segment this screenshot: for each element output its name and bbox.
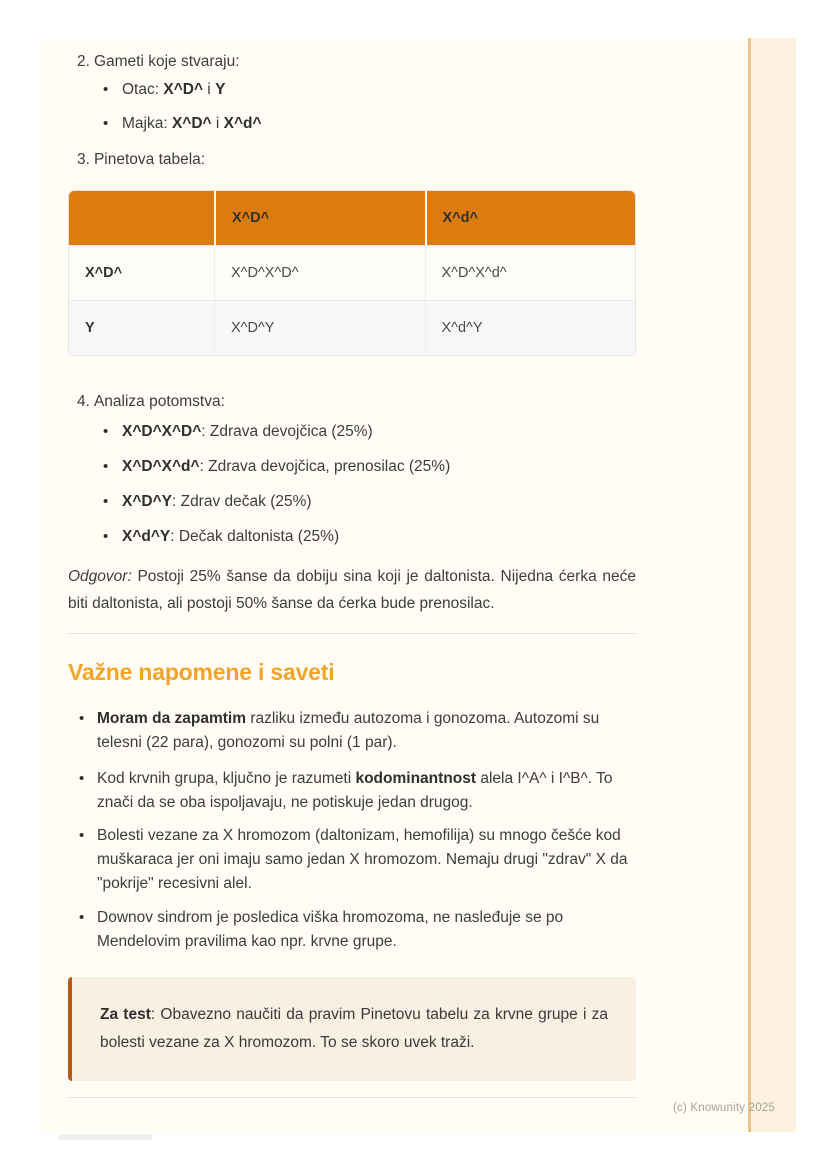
punnett-row-label: Y bbox=[69, 300, 214, 355]
answer-paragraph: Odgovor: Postoji 25% šanse da dobiju sina koji je daltonista. Nijedna ćerka neće biti daltonista, ali postoji 50% šanse da ćerka bude prenosilac. bbox=[68, 568, 636, 612]
punnett-cell: X^d^Y bbox=[425, 300, 636, 355]
punnett-cell: X^D^Y bbox=[214, 300, 425, 355]
document-page bbox=[38, 38, 796, 1132]
numbered-item-punnett bbox=[77, 148, 636, 172]
bullet-icon: • bbox=[103, 528, 109, 545]
bullet-icon: • bbox=[103, 81, 109, 98]
section-divider bbox=[68, 1097, 636, 1098]
bullet-icon: • bbox=[79, 909, 85, 926]
punnett-header-cell: X^D^ bbox=[214, 191, 425, 245]
list-item-offspring bbox=[68, 420, 636, 444]
document-content bbox=[68, 38, 636, 1098]
bullet-icon: • bbox=[79, 710, 85, 727]
numbered-item-title: Pinetova tabela: bbox=[93, 151, 206, 168]
list-item-offspring bbox=[68, 455, 636, 479]
list-number: 4. bbox=[77, 393, 90, 410]
list-item-text: X^D^X^d^: Zdrava devojčica, prenosilac (25%) bbox=[122, 458, 451, 475]
punnett-cell: X^D^X^D^ bbox=[214, 245, 425, 300]
note-item-text: Kod krvnih grupa, ključno je razumeti kodominantnost alela I^A^ i I^B^. To znači da se oba ispoljavaju, ne potiskuje jedan drugog. bbox=[97, 770, 613, 811]
copyright-notice: (c) Knowunity 2025 bbox=[672, 1102, 775, 1114]
exam-tip-text: Za test: Obavezno naučiti da pravim Pinetovu tabelu za krvne grupe i za bolesti vezane za X hromozom. To se skoro uvek traži. bbox=[100, 1006, 608, 1051]
bullet-icon: • bbox=[103, 493, 109, 510]
punnett-header-cell-empty bbox=[69, 191, 214, 245]
list-item-offspring bbox=[68, 490, 636, 514]
exam-tip-callout bbox=[68, 977, 636, 1081]
note-item-text: Bolesti vezane za X hromozom (daltonizam, hemofilija) su mnogo češće kod muškaraca jer oni imaju samo jedan X hromozom. Nemaju drugi "zdrav" X da "pokrije" recesivni alel. bbox=[97, 827, 628, 892]
list-item-mother bbox=[68, 112, 636, 136]
list-number: 2. bbox=[77, 53, 90, 70]
bullet-icon: • bbox=[103, 458, 109, 475]
note-item bbox=[68, 906, 636, 954]
list-item-text: Otac: X^D^ i Y bbox=[122, 81, 226, 98]
numbered-item-title: Gameti koje stvaraju: bbox=[93, 53, 240, 70]
notes-heading: Važne napomene i saveti bbox=[68, 659, 335, 685]
bullet-icon: • bbox=[79, 770, 85, 787]
list-item-text: X^D^Y: Zdrav dečak (25%) bbox=[122, 493, 312, 510]
note-item-text: Downov sindrom je posledica viška hromozoma, ne nasleđuje se po Mendelovim pravilima kao npr. krvne grupe. bbox=[97, 909, 564, 950]
list-item-offspring bbox=[68, 525, 636, 549]
numbered-item-gametes bbox=[77, 50, 636, 74]
punnett-header-cell: X^d^ bbox=[425, 191, 636, 245]
note-item bbox=[68, 767, 636, 815]
note-item bbox=[68, 824, 636, 896]
list-item-father bbox=[68, 78, 636, 102]
next-page-hint bbox=[58, 1134, 153, 1140]
list-number: 3. bbox=[77, 151, 90, 168]
numbered-item-analysis bbox=[77, 390, 636, 414]
note-item bbox=[68, 707, 636, 755]
bullet-icon: • bbox=[79, 827, 85, 844]
bullet-icon: • bbox=[103, 115, 109, 132]
punnett-table bbox=[68, 190, 636, 356]
page-edge-line bbox=[748, 38, 751, 1132]
page-edge-band bbox=[751, 38, 796, 1132]
note-item-text: Moram da zapamtim razliku između autozoma i gonozoma. Autozomi su telesni (22 para), gonozomi su polni (1 par). bbox=[97, 710, 600, 751]
list-item-text: X^d^Y: Dečak daltonista (25%) bbox=[122, 528, 340, 545]
bullet-icon: • bbox=[103, 423, 109, 440]
punnett-row-label: X^D^ bbox=[69, 245, 214, 300]
numbered-item-title: Analiza potomstva: bbox=[93, 393, 225, 410]
list-item-text: X^D^X^D^: Zdrava devojčica (25%) bbox=[122, 423, 373, 440]
punnett-cell: X^D^X^d^ bbox=[425, 245, 636, 300]
list-item-text: Majka: X^D^ i X^d^ bbox=[122, 115, 262, 132]
section-divider bbox=[68, 633, 636, 634]
